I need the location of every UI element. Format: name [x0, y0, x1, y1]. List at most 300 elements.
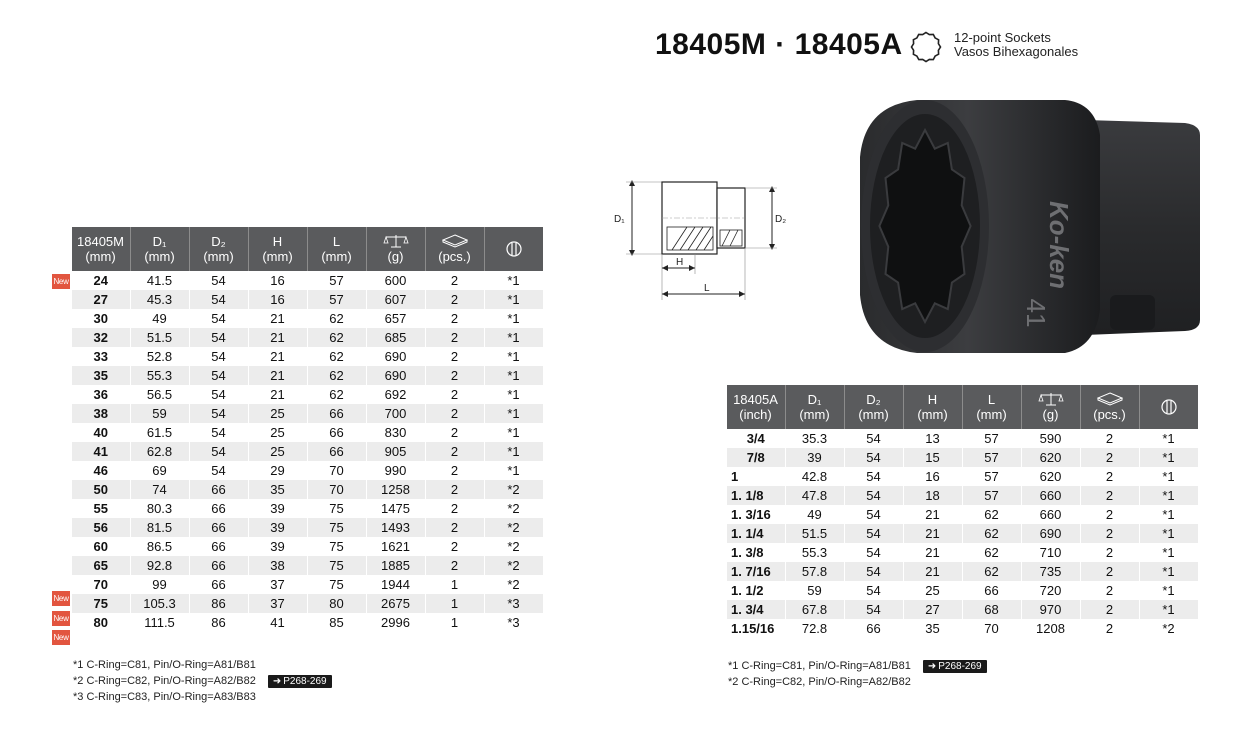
- value-cell: 54: [189, 309, 248, 328]
- value-cell: 657: [366, 309, 425, 328]
- value-cell: 18: [903, 486, 962, 505]
- size-cell: 50: [72, 480, 131, 499]
- size-cell: 33: [72, 347, 131, 366]
- header-line2: (inch): [739, 407, 772, 422]
- twelve-point-icon: [910, 31, 942, 63]
- table-row: [72, 499, 543, 518]
- value-cell: 62: [962, 543, 1021, 562]
- value-cell: 70: [962, 619, 1021, 638]
- value-cell: 85: [307, 613, 366, 632]
- value-cell: 607: [366, 290, 425, 309]
- value-cell: 830: [366, 423, 425, 442]
- value-cell: 2: [425, 442, 484, 461]
- value-cell: *1: [484, 271, 543, 290]
- value-cell: 54: [844, 486, 903, 505]
- value-cell: 59: [130, 404, 189, 423]
- value-cell: 62: [307, 366, 366, 385]
- size-cell: 55: [72, 499, 131, 518]
- spec-table-metric: [71, 227, 543, 632]
- value-cell: 54: [844, 524, 903, 543]
- column-header-4: [307, 227, 366, 271]
- size-cell: 24: [72, 271, 131, 290]
- value-cell: 45.3: [130, 290, 189, 309]
- value-cell: *1: [1139, 581, 1198, 600]
- table-row: [727, 505, 1198, 524]
- value-cell: 86: [189, 613, 248, 632]
- value-cell: 67.8: [785, 600, 844, 619]
- table-row: [727, 581, 1198, 600]
- value-cell: 39: [248, 518, 307, 537]
- value-cell: 66: [307, 423, 366, 442]
- column-header-2: [844, 385, 903, 429]
- table-row: [727, 543, 1198, 562]
- value-cell: 62: [307, 347, 366, 366]
- header-line2: (pcs.): [438, 249, 471, 264]
- value-cell: 1208: [1021, 619, 1080, 638]
- table-row: [72, 290, 543, 309]
- size-cell: 1. 1/8: [727, 486, 786, 505]
- value-cell: 52.8: [130, 347, 189, 366]
- table-row: [727, 619, 1198, 638]
- value-cell: 70: [307, 461, 366, 480]
- subtitle-english: 12-point Sockets: [954, 30, 1051, 45]
- table-row: [727, 524, 1198, 543]
- value-cell: 25: [248, 423, 307, 442]
- value-cell: 72.8: [785, 619, 844, 638]
- column-header-4: [962, 385, 1021, 429]
- value-cell: *1: [484, 290, 543, 309]
- header-line1: D₁: [807, 392, 822, 407]
- value-cell: 62: [962, 505, 1021, 524]
- value-cell: 660: [1021, 486, 1080, 505]
- value-cell: 685: [366, 328, 425, 347]
- value-cell: 66: [844, 619, 903, 638]
- value-cell: *2: [484, 499, 543, 518]
- arrow-right-icon: ➜: [927, 661, 937, 672]
- value-cell: 66: [962, 581, 1021, 600]
- column-header-0: [72, 227, 131, 271]
- header-line1: D₁: [152, 234, 167, 249]
- value-cell: *2: [1139, 619, 1198, 638]
- header-line2: (mm): [144, 249, 175, 264]
- value-cell: 2: [425, 537, 484, 556]
- size-cell: 60: [72, 537, 131, 556]
- header-line1: L: [987, 392, 996, 407]
- value-cell: 41.5: [130, 271, 189, 290]
- value-cell: 620: [1021, 448, 1080, 467]
- value-cell: 111.5: [130, 613, 189, 632]
- value-cell: 51.5: [785, 524, 844, 543]
- note-inch-1: [728, 658, 987, 674]
- arrow-right-icon: ➜: [272, 676, 282, 687]
- value-cell: 13: [903, 429, 962, 448]
- value-cell: 37: [248, 594, 307, 613]
- value-cell: 2: [425, 290, 484, 309]
- value-cell: 2: [1080, 486, 1139, 505]
- size-cell: 1.15/16: [727, 619, 786, 638]
- value-cell: 70: [307, 480, 366, 499]
- note-inch-1-text: *1 C-Ring=C81, Pin/O-Ring=A81/B81: [728, 660, 911, 672]
- size-cell: 30: [72, 309, 131, 328]
- value-cell: 39: [248, 537, 307, 556]
- value-cell: 42.8: [785, 467, 844, 486]
- value-cell: 66: [307, 404, 366, 423]
- value-cell: *1: [484, 309, 543, 328]
- value-cell: 54: [844, 448, 903, 467]
- table-row: [72, 309, 543, 328]
- value-cell: 49: [130, 309, 189, 328]
- value-cell: *2: [484, 575, 543, 594]
- value-cell: 75: [307, 556, 366, 575]
- size-cell: 65: [72, 556, 131, 575]
- value-cell: 80: [307, 594, 366, 613]
- table-row: [72, 404, 543, 423]
- size-cell: 70: [72, 575, 131, 594]
- value-cell: 39: [248, 499, 307, 518]
- label-d1: D₁: [614, 214, 625, 225]
- header-line1: D₂: [211, 234, 226, 249]
- value-cell: 2: [1080, 581, 1139, 600]
- value-cell: 54: [844, 543, 903, 562]
- value-cell: 38: [248, 556, 307, 575]
- value-cell: 710: [1021, 543, 1080, 562]
- value-cell: 2: [425, 309, 484, 328]
- column-header-7: [1139, 385, 1198, 429]
- size-cell: 56: [72, 518, 131, 537]
- value-cell: 692: [366, 385, 425, 404]
- value-cell: 54: [189, 461, 248, 480]
- value-cell: 69: [130, 461, 189, 480]
- value-cell: 15: [903, 448, 962, 467]
- value-cell: 2: [425, 556, 484, 575]
- subtitle: [954, 31, 1078, 59]
- value-cell: *1: [484, 423, 543, 442]
- value-cell: 61.5: [130, 423, 189, 442]
- value-cell: 54: [844, 562, 903, 581]
- size-cell: 7/8: [727, 448, 786, 467]
- new-badge: New: [52, 611, 70, 626]
- header-line1: 18405A: [733, 392, 778, 407]
- retaining-ring-icon: [1160, 398, 1178, 416]
- note-metric-3: *3 C-Ring=C83, Pin/O-Ring=A83/B83: [73, 691, 256, 703]
- value-cell: 57: [962, 486, 1021, 505]
- value-cell: 2: [425, 347, 484, 366]
- size-cell: 80: [72, 613, 131, 632]
- column-header-3: [903, 385, 962, 429]
- column-header-3: [248, 227, 307, 271]
- value-cell: 2: [425, 328, 484, 347]
- table-row: [727, 467, 1198, 486]
- socket-product-image: [855, 95, 1215, 357]
- value-cell: 66: [189, 499, 248, 518]
- size-cell: 1. 3/8: [727, 543, 786, 562]
- size-cell: 46: [72, 461, 131, 480]
- value-cell: 21: [903, 505, 962, 524]
- value-cell: 2675: [366, 594, 425, 613]
- value-cell: 700: [366, 404, 425, 423]
- value-cell: 62: [307, 385, 366, 404]
- value-cell: 54: [189, 366, 248, 385]
- value-cell: 2: [1080, 543, 1139, 562]
- value-cell: 66: [307, 442, 366, 461]
- size-cell: 3/4: [727, 429, 786, 448]
- table-row: [72, 347, 543, 366]
- brand-mark: Ko-ken: [1044, 200, 1074, 290]
- value-cell: 86.5: [130, 537, 189, 556]
- value-cell: 600: [366, 271, 425, 290]
- value-cell: *2: [484, 480, 543, 499]
- value-cell: 25: [248, 404, 307, 423]
- value-cell: *1: [484, 366, 543, 385]
- value-cell: 1: [425, 594, 484, 613]
- value-cell: *1: [1139, 543, 1198, 562]
- header-line2: (mm): [799, 407, 830, 422]
- value-cell: 99: [130, 575, 189, 594]
- value-cell: 66: [189, 480, 248, 499]
- value-cell: 21: [903, 543, 962, 562]
- package-quantity-icon: [442, 234, 468, 248]
- table-row: [727, 486, 1198, 505]
- value-cell: 2996: [366, 613, 425, 632]
- value-cell: 66: [189, 537, 248, 556]
- weight-scale-icon: [383, 234, 409, 248]
- value-cell: 54: [189, 404, 248, 423]
- value-cell: 62: [307, 328, 366, 347]
- column-header-6: [425, 227, 484, 271]
- size-cell: 35: [72, 366, 131, 385]
- notes-metric: [73, 657, 332, 705]
- value-cell: 21: [248, 347, 307, 366]
- header-line2: (mm): [262, 249, 293, 264]
- note-inch-2: *2 C-Ring=C82, Pin/O-Ring=A82/B82: [728, 676, 911, 688]
- value-cell: 62: [307, 309, 366, 328]
- value-cell: 27: [903, 600, 962, 619]
- table-row: [72, 328, 543, 347]
- value-cell: 1885: [366, 556, 425, 575]
- size-cell: 38: [72, 404, 131, 423]
- value-cell: 49: [785, 505, 844, 524]
- value-cell: 2: [425, 499, 484, 518]
- value-cell: 2: [425, 480, 484, 499]
- size-cell: 36: [72, 385, 131, 404]
- header-line2: (mm): [321, 249, 352, 264]
- value-cell: 57: [307, 290, 366, 309]
- value-cell: 2: [425, 518, 484, 537]
- table-row: [72, 537, 543, 556]
- value-cell: 37: [248, 575, 307, 594]
- size-cell: 1. 3/4: [727, 600, 786, 619]
- value-cell: 2: [1080, 429, 1139, 448]
- subtitle-spanish: Vasos Bihexagonales: [954, 44, 1079, 59]
- value-cell: 2: [1080, 467, 1139, 486]
- value-cell: *1: [1139, 429, 1198, 448]
- header-line1: 18405M: [77, 234, 124, 249]
- column-header-1: [785, 385, 844, 429]
- value-cell: 720: [1021, 581, 1080, 600]
- header-line2: (mm): [976, 407, 1007, 422]
- table-row: [727, 562, 1198, 581]
- value-cell: 54: [844, 600, 903, 619]
- value-cell: 55.3: [130, 366, 189, 385]
- value-cell: 35: [903, 619, 962, 638]
- label-h: H: [676, 257, 684, 268]
- value-cell: *1: [1139, 467, 1198, 486]
- column-header-1: [130, 227, 189, 271]
- value-cell: 590: [1021, 429, 1080, 448]
- value-cell: 80.3: [130, 499, 189, 518]
- size-cell: 75: [72, 594, 131, 613]
- value-cell: 54: [844, 505, 903, 524]
- new-badge: New: [52, 630, 70, 645]
- page-reference-link[interactable]: [268, 675, 332, 688]
- value-cell: 74: [130, 480, 189, 499]
- value-cell: 2: [1080, 448, 1139, 467]
- note-metric-1: *1 C-Ring=C81, Pin/O-Ring=A81/B81: [73, 659, 256, 671]
- value-cell: *1: [1139, 486, 1198, 505]
- value-cell: 57: [962, 467, 1021, 486]
- size-mark: 41: [1021, 298, 1051, 328]
- value-cell: 21: [248, 366, 307, 385]
- size-cell: 1: [727, 467, 786, 486]
- value-cell: 2: [1080, 600, 1139, 619]
- value-cell: 1621: [366, 537, 425, 556]
- value-cell: 54: [189, 271, 248, 290]
- value-cell: 21: [248, 385, 307, 404]
- value-cell: *1: [484, 404, 543, 423]
- size-cell: 41: [72, 442, 131, 461]
- column-header-2: [189, 227, 248, 271]
- value-cell: 2: [425, 404, 484, 423]
- value-cell: 75: [307, 537, 366, 556]
- value-cell: 21: [248, 328, 307, 347]
- size-cell: 40: [72, 423, 131, 442]
- value-cell: *1: [1139, 448, 1198, 467]
- size-cell: 1. 1/2: [727, 581, 786, 600]
- table-row: [72, 613, 543, 632]
- value-cell: 54: [189, 347, 248, 366]
- table-row: [727, 448, 1198, 467]
- column-header-5: [366, 227, 425, 271]
- value-cell: 2: [425, 271, 484, 290]
- table-row: [72, 556, 543, 575]
- value-cell: 54: [844, 581, 903, 600]
- retaining-ring-icon: [505, 240, 523, 258]
- value-cell: *1: [484, 385, 543, 404]
- value-cell: *1: [484, 347, 543, 366]
- table-row: [72, 366, 543, 385]
- value-cell: 66: [189, 575, 248, 594]
- column-header-6: [1080, 385, 1139, 429]
- value-cell: 54: [189, 423, 248, 442]
- header-line2: (mm): [858, 407, 889, 422]
- value-cell: 2: [425, 385, 484, 404]
- table-row: [72, 518, 543, 537]
- value-cell: 66: [189, 518, 248, 537]
- table-row: [72, 271, 543, 290]
- value-cell: *1: [484, 461, 543, 480]
- value-cell: 62: [962, 562, 1021, 581]
- value-cell: 56.5: [130, 385, 189, 404]
- column-header-7: [484, 227, 543, 271]
- value-cell: 105.3: [130, 594, 189, 613]
- page-reference-link-inch[interactable]: [923, 660, 987, 673]
- header-line1: H: [927, 392, 938, 407]
- value-cell: 81.5: [130, 518, 189, 537]
- value-cell: 39: [785, 448, 844, 467]
- value-cell: 54: [844, 429, 903, 448]
- notes-inch: [728, 658, 987, 690]
- table-row: [72, 385, 543, 404]
- package-quantity-icon: [1097, 392, 1123, 406]
- value-cell: 1258: [366, 480, 425, 499]
- value-cell: 62: [962, 524, 1021, 543]
- table-row: [72, 423, 543, 442]
- header-line2: (mm): [203, 249, 234, 264]
- header-line2: (g): [387, 249, 404, 264]
- value-cell: *1: [484, 442, 543, 461]
- size-cell: 27: [72, 290, 131, 309]
- page-reference-text: P268-269: [283, 676, 327, 687]
- value-cell: *2: [484, 518, 543, 537]
- value-cell: 41: [248, 613, 307, 632]
- value-cell: *3: [484, 594, 543, 613]
- column-header-0: [727, 385, 786, 429]
- table-row: [727, 600, 1198, 619]
- value-cell: 54: [189, 442, 248, 461]
- value-cell: 51.5: [130, 328, 189, 347]
- spec-table-inch: [726, 385, 1198, 638]
- value-cell: *1: [484, 328, 543, 347]
- value-cell: 620: [1021, 467, 1080, 486]
- table-row: [727, 429, 1198, 448]
- column-header-5: [1021, 385, 1080, 429]
- value-cell: 35.3: [785, 429, 844, 448]
- value-cell: 68: [962, 600, 1021, 619]
- table-row: [72, 461, 543, 480]
- value-cell: 2: [1080, 505, 1139, 524]
- value-cell: 2: [1080, 562, 1139, 581]
- value-cell: 16: [903, 467, 962, 486]
- value-cell: 690: [366, 347, 425, 366]
- value-cell: 690: [366, 366, 425, 385]
- weight-scale-icon: [1038, 392, 1064, 406]
- page-reference-text-inch: P268-269: [938, 661, 982, 672]
- value-cell: *2: [484, 556, 543, 575]
- value-cell: 735: [1021, 562, 1080, 581]
- header-line1: H: [272, 234, 283, 249]
- value-cell: *3: [484, 613, 543, 632]
- value-cell: 660: [1021, 505, 1080, 524]
- value-cell: 29: [248, 461, 307, 480]
- size-cell: 1. 3/16: [727, 505, 786, 524]
- label-d2: D₂: [775, 214, 787, 225]
- value-cell: 2: [425, 461, 484, 480]
- value-cell: 66: [189, 556, 248, 575]
- value-cell: 990: [366, 461, 425, 480]
- value-cell: 54: [189, 328, 248, 347]
- value-cell: 86: [189, 594, 248, 613]
- value-cell: *1: [1139, 524, 1198, 543]
- value-cell: 75: [307, 575, 366, 594]
- value-cell: 21: [903, 562, 962, 581]
- new-badge: New: [52, 591, 70, 606]
- page-title: 18405M · 18405A: [655, 28, 903, 61]
- header-line2: (pcs.): [1093, 407, 1126, 422]
- value-cell: 59: [785, 581, 844, 600]
- value-cell: 1475: [366, 499, 425, 518]
- value-cell: 54: [189, 385, 248, 404]
- table-row: [72, 480, 543, 499]
